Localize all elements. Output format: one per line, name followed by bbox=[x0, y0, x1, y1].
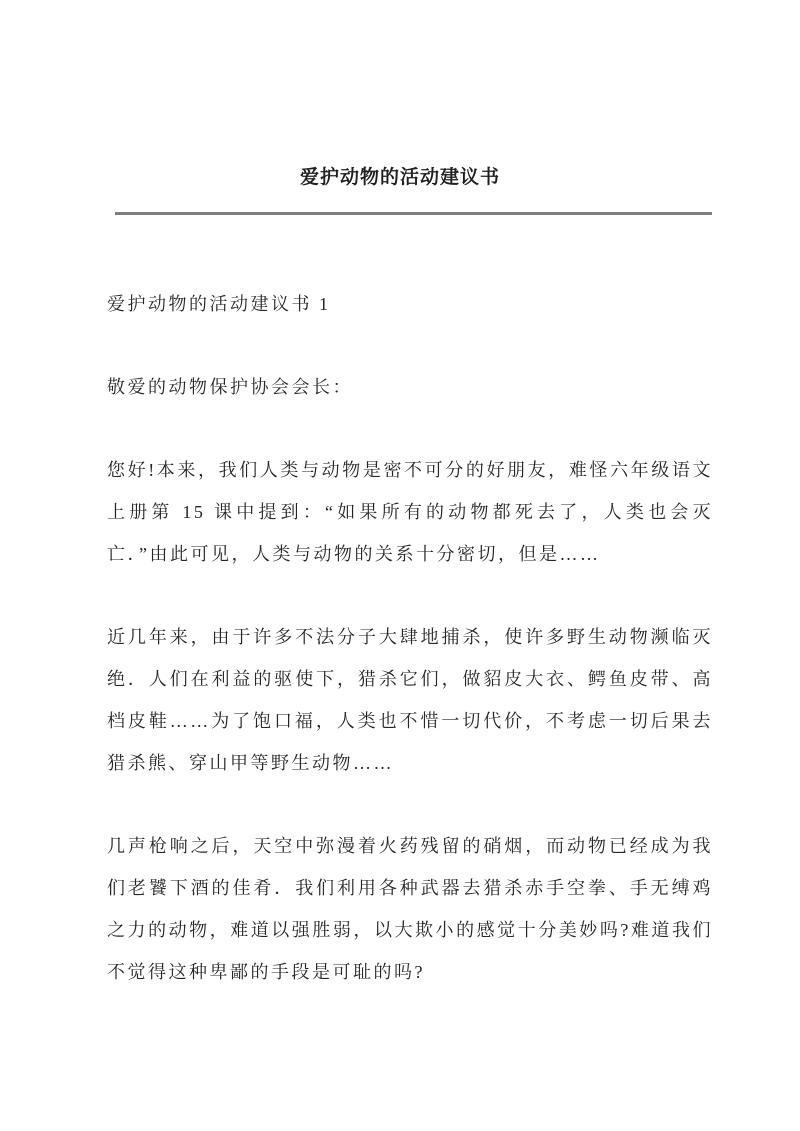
title-divider-rule bbox=[115, 212, 712, 215]
document-title: 爱护动物的活动建议书 bbox=[299, 167, 500, 188]
paragraph-intro: 您好!本来，我们人类与动物是密不可分的好朋友，难怪六年级语文上册第 15 课中提到：“如果所有的动物都死去了，人类也会灭亡．”由此可见，人类与动物的关系十分密切，但是…… bbox=[107, 460, 713, 564]
paragraph-salutation: 敬爱的动物保护协会会长： bbox=[107, 377, 353, 397]
paragraph-heading-repeat: 爱护动物的活动建议书 1 bbox=[107, 294, 331, 314]
paragraph-poaching: 近几年来，由于许多不法分子大肆地捕杀，使许多野生动物濒临灭绝．人们在利益的驱使下，猎杀它们，做貂皮大衣、鳄鱼皮带、高档皮鞋……为了饱口福，人类也不惜一切代价，不考虑一切后果去猎杀熊、穿山甲等野生动物…… bbox=[107, 627, 713, 773]
document-body bbox=[107, 283, 713, 993]
paragraph-gunshots: 几声枪响之后，天空中弥漫着火药残留的硝烟，而动物已经成为我们老饕下酒的佳肴．我们利用各种武器去猎杀赤手空拳、手无缚鸡之力的动物，难道以强胜弱，以大欺小的感觉十分美妙吗?难道我们不觉得这种卑鄙的手段是可耻的吗? bbox=[107, 836, 713, 982]
